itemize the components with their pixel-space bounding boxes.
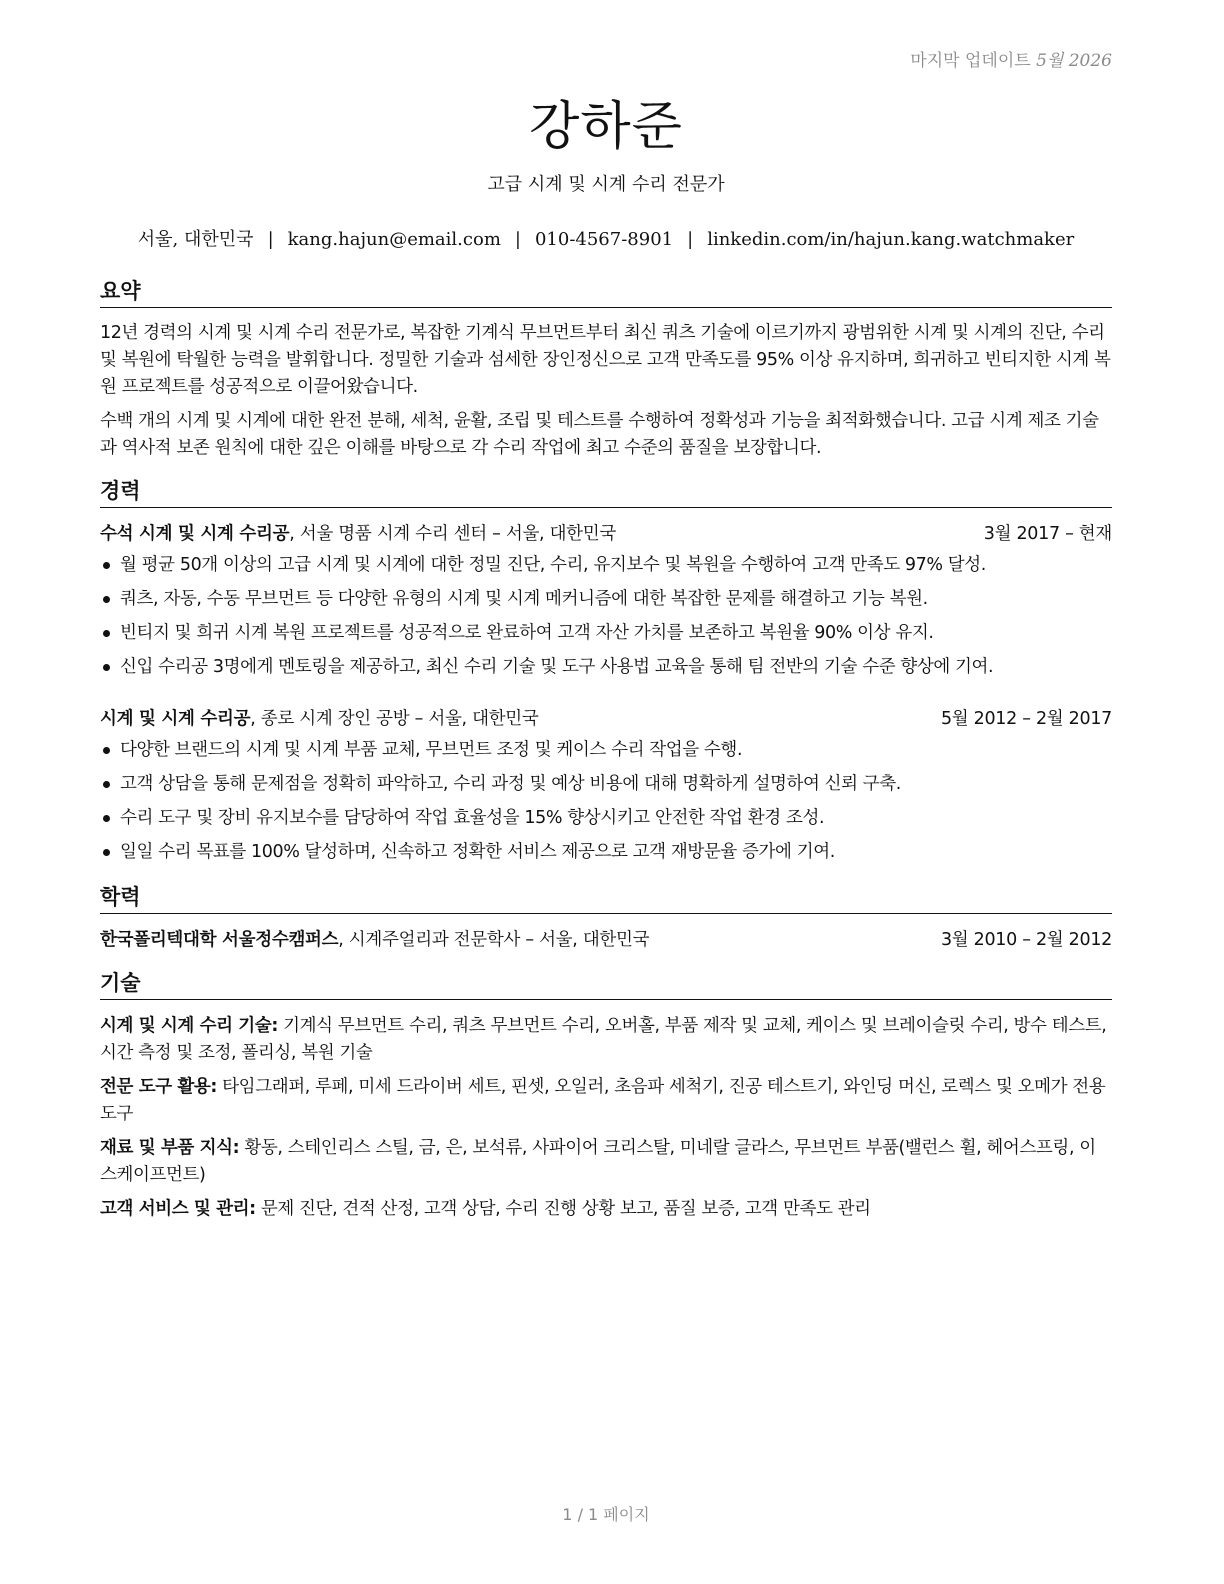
job-role: 시계 및 시계 수리공: [100, 709, 251, 729]
skill-item: [100, 1074, 1112, 1128]
summary-paragraph-2: 수백 개의 시계 및 시계에 대한 완전 분해, 세척, 윤활, 조립 및 테스트를 수행하여 정확성과 기능을 최적화했습니다. 고급 시계 제조 기술과 역사적 보존 원칙에 대한 깊은 이해를 바탕으로 각 수리 작업에 최고 수준의 품질을 보장합니다.: [100, 411, 1099, 458]
resume-page: [100, 0, 1112, 1584]
skill-label: 시계 및 시계 수리 기술:: [100, 1016, 278, 1036]
job-bullets: [100, 737, 1112, 873]
summary-paragraph-1: 12년 경력의 시계 및 시계 수리 전문가로, 복잡한 기계식 무브먼트부터 최신 쿼츠 기술에 이르기까지 광범위한 시계 및 시계의 진단, 수리 및 복원에 탁월한 능력을 발휘합니다. 정밀한 기술과 섬세한 장인정신으로 고객 만족도를 95% 이상 유지하며, 희귀하고 빈티지한 시계 복원 프로젝트를 성공적으로 이끌어왔습니다.: [100, 323, 1111, 397]
skill-text: 기계식 무브먼트 수리, 쿼츠 무브먼트 수리, 오버홀, 부품 제작 및 교체, 케이스 및 브레이슬릿 수리, 방수 테스트, 시간 측정 및 조정, 폴리싱, 복원 기술: [100, 1016, 1107, 1063]
list-item: 신입 수리공 3명에게 멘토링을 제공하고, 최신 수리 기술 및 도구 사용법 교육을 통해 팀 전반의 기술 수준 향상에 기여.: [100, 654, 1112, 688]
job-header: [100, 521, 1112, 548]
education-heading: 학력: [100, 884, 1112, 914]
skill-label: 고객 서비스 및 관리:: [100, 1199, 256, 1219]
contact-location: 서울, 대한민국: [137, 229, 254, 250]
last-updated-prefix: 마지막 업데이트: [910, 51, 1031, 71]
skill-label: 재료 및 부품 지식:: [100, 1138, 240, 1158]
job-org: , 서울 명품 시계 수리 센터 – 서울, 대한민국: [289, 524, 616, 544]
contact-linkedin[interactable]: linkedin.com/in/hajun.kang.watchmaker: [707, 229, 1075, 250]
skill-text: 문제 진단, 견적 산정, 고객 상담, 수리 진행 상황 보고, 품질 보증, 고객 만족도 관리: [255, 1199, 871, 1219]
contact-separator: |: [267, 229, 274, 250]
last-updated: [910, 46, 1112, 71]
list-item: 고객 상담을 통해 문제점을 정확히 파악하고, 수리 과정 및 예상 비용에 대해 명확하게 설명하여 신뢰 구축.: [100, 771, 1112, 805]
list-item: 월 평균 50개 이상의 고급 시계 및 시계에 대한 정밀 진단, 수리, 유지보수 및 복원을 수행하여 고객 만족도 97% 달성.: [100, 552, 1112, 586]
experience-heading: 경력: [100, 478, 1112, 508]
skills-heading: 기술: [100, 970, 1112, 1000]
contact-separator: |: [514, 229, 521, 250]
contact-email[interactable]: kang.hajun@email.com: [287, 229, 501, 250]
skill-item: [100, 1013, 1112, 1067]
contact-line: [100, 225, 1112, 251]
skill-text: 황동, 스테인리스 스틸, 금, 은, 보석류, 사파이어 크리스탈, 미네랄 글라스, 무브먼트 부품(밸런스 휠, 헤어스프링, 이스케이프먼트): [100, 1138, 1096, 1185]
job-role: 수석 시계 및 시계 수리공: [100, 524, 290, 544]
contact-phone[interactable]: 010-4567-8901: [534, 229, 674, 250]
skill-text: 타임그래퍼, 루페, 미세 드라이버 세트, 핀셋, 오일러, 초음파 세척기, 진공 테스트기, 와인딩 머신, 로렉스 및 오메가 전용 도구: [100, 1077, 1106, 1124]
page-indicator: 1 / 1 페이지: [562, 1505, 650, 1524]
list-item: 다양한 브랜드의 시계 및 시계 부품 교체, 무브먼트 조정 및 케이스 수리 작업을 수행.: [100, 737, 1112, 771]
job-org: , 종로 시계 장인 공방 – 서울, 대한민국: [250, 709, 539, 729]
job-bullets: [100, 552, 1112, 688]
education-school: 한국폴리텍대학 서울정수캠퍼스: [100, 930, 339, 950]
skill-item: [100, 1196, 1112, 1223]
skill-label: 전문 도구 활용:: [100, 1077, 218, 1097]
contact-separator: |: [687, 229, 694, 250]
summary-heading: 요약: [100, 278, 1112, 308]
last-updated-date: 5월 2026: [1036, 51, 1112, 71]
list-item: 쿼츠, 자동, 수동 무브먼트 등 다양한 유형의 시계 및 시계 메커니즘에 대한 복잡한 문제를 해결하고 기능 복원.: [100, 586, 1112, 620]
list-item: 일일 수리 목표를 100% 달성하며, 신속하고 정확한 서비스 제공으로 고객 재방문율 증가에 기여.: [100, 839, 1112, 873]
job-header: [100, 706, 1112, 733]
education-entry: [100, 927, 1112, 954]
skill-item: [100, 1135, 1112, 1189]
candidate-name: 강하준: [529, 97, 683, 157]
job-date: 5월 2012 – 2월 2017: [940, 709, 1112, 729]
job-date: 3월 2017 – 현재: [983, 524, 1112, 544]
education-date: 3월 2010 – 2월 2012: [940, 930, 1112, 950]
list-item: 빈티지 및 희귀 시계 복원 프로젝트를 성공적으로 완료하여 고객 자산 가치를 보존하고 복원율 90% 이상 유지.: [100, 620, 1112, 654]
education-detail: , 시계주얼리과 전문학사 – 서울, 대한민국: [338, 930, 650, 950]
candidate-title: 고급 시계 및 시계 수리 전문가: [487, 174, 725, 195]
list-item: 수리 도구 및 장비 유지보수를 담당하여 작업 효율성을 15% 향상시키고 안전한 작업 환경 조성.: [100, 805, 1112, 839]
